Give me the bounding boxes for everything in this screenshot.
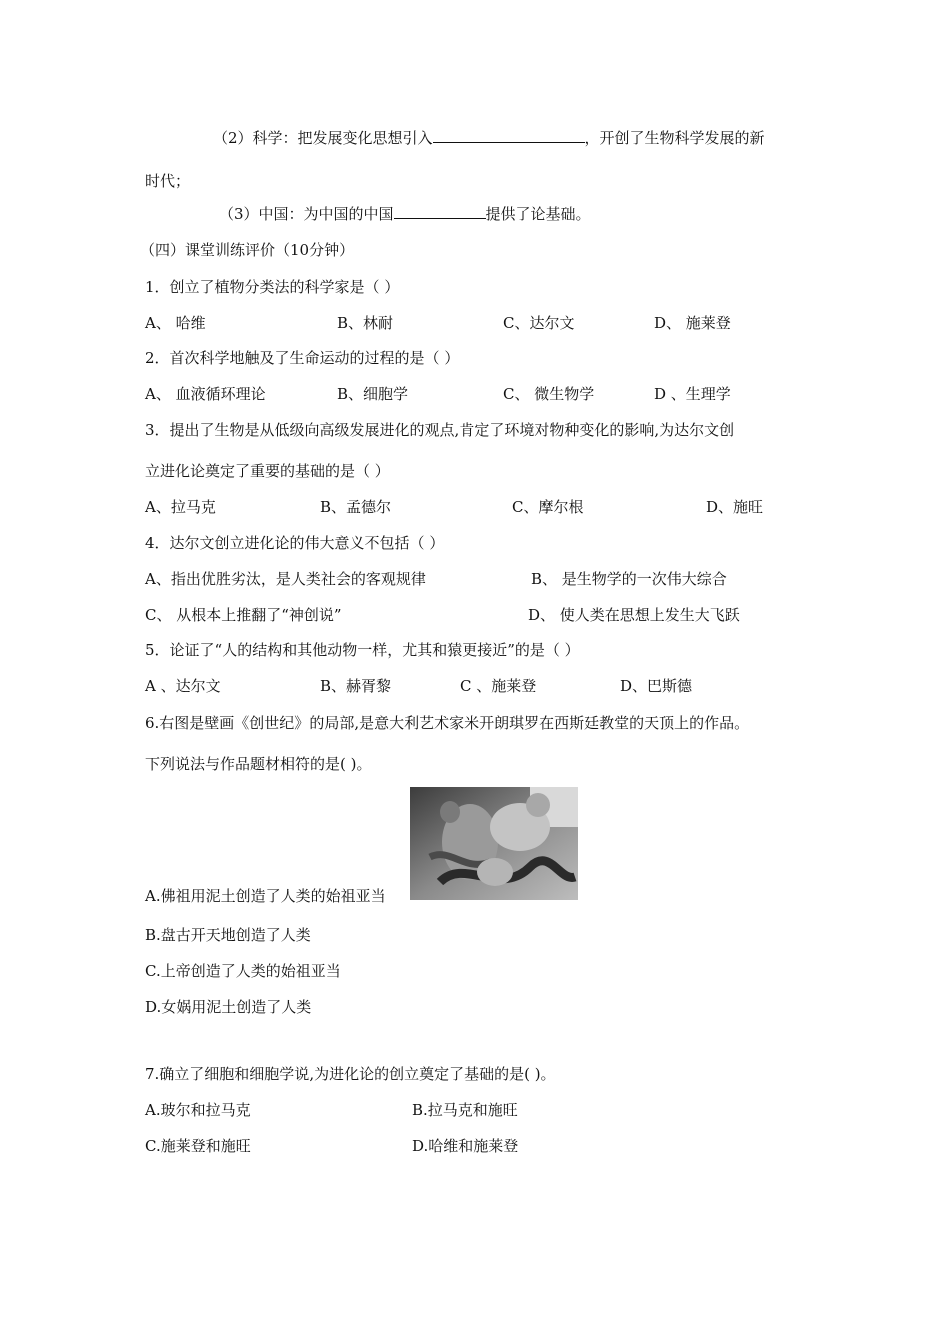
question-stem: 7.确立了细胞和细胞学说,为进化论的创立奠定了基础的是( )。: [145, 1065, 556, 1083]
option-c[interactable]: C.上帝创造了人类的始祖亚当: [145, 962, 341, 980]
option-b[interactable]: B.拉马克和施旺: [412, 1101, 518, 1119]
question-stem: 6.右图是壁画《创世纪》的局部,是意大利艺术家米开朗琪罗在西斯廷教堂的天顶上的作品。: [145, 714, 750, 732]
option-a[interactable]: A.佛祖用泥土创造了人类的始祖亚当: [145, 887, 386, 905]
china-text-post: 提供了论基础。: [485, 205, 591, 223]
question-stem: 5．论证了“人的结构和其他动物一样，尤其和猿更接近”的是（ ）: [145, 641, 580, 659]
section-title: （四）课堂训练评价（10分钟）: [140, 241, 355, 259]
option-d[interactable]: D、巴斯德: [620, 677, 693, 695]
china-text-pre: （3）中国：为中国的中国: [219, 205, 394, 223]
option-a[interactable]: A.玻尔和拉马克: [145, 1101, 251, 1119]
china-line: [219, 204, 591, 224]
science-text-pre: （2）科学：把发展变化思想引入: [213, 129, 433, 147]
option-a[interactable]: A、指出优胜劣汰，是人类社会的客观规律: [145, 570, 426, 588]
science-text-post: ，开创了生物科学发展的新: [584, 129, 765, 147]
option-a[interactable]: A、拉马克: [145, 498, 216, 516]
option-b[interactable]: B、 是生物学的一次伟大综合: [531, 570, 727, 588]
option-b[interactable]: B、细胞学: [337, 385, 409, 403]
fill-blank[interactable]: [433, 128, 585, 143]
option-a[interactable]: A、 血液循环理论: [145, 385, 266, 403]
question-stem: 4．达尔文创立进化论的伟大意义不包括（ ）: [145, 534, 445, 552]
option-c[interactable]: C、摩尔根: [512, 498, 584, 516]
option-d[interactable]: D、施旺: [706, 498, 764, 516]
option-d[interactable]: D.哈维和施莱登: [412, 1137, 519, 1155]
option-b[interactable]: B.盘古开天地创造了人类: [145, 926, 311, 944]
option-c[interactable]: C.施莱登和施旺: [145, 1137, 251, 1155]
question-stem-cont: 立进化论奠定了重要的基础的是（ ）: [145, 462, 390, 480]
option-a[interactable]: A 、达尔文: [145, 677, 221, 695]
option-b[interactable]: B、林耐: [337, 314, 394, 332]
option-d[interactable]: D.女娲用泥土创造了人类: [145, 998, 312, 1016]
option-c[interactable]: C、 微生物学: [503, 385, 595, 403]
fresco-illustration: [410, 787, 578, 900]
question-stem-cont: 下列说法与作品题材相符的是( )。: [145, 755, 372, 773]
option-d[interactable]: D、 施莱登: [654, 314, 731, 332]
science-line-cont: 时代；: [145, 172, 191, 190]
question-stem: 3．提出了生物是从低级向高级发展进化的观点,肯定了环境对物种变化的影响,为达尔文创: [145, 421, 735, 439]
option-c[interactable]: C 、施莱登: [460, 677, 537, 695]
option-b[interactable]: B、赫胥黎: [320, 677, 392, 695]
fill-blank[interactable]: [394, 204, 486, 219]
fresco-image: [410, 787, 578, 900]
question-stem: 2．首次科学地触及了生命运动的过程的是（ ）: [145, 349, 460, 367]
question-stem: 1．创立了植物分类法的科学家是（ ）: [145, 278, 400, 296]
science-line: [213, 128, 765, 148]
option-d[interactable]: D 、生理学: [654, 385, 731, 403]
option-c[interactable]: C、 从根本上推翻了“神创说”: [145, 606, 342, 624]
option-b[interactable]: B、孟德尔: [320, 498, 392, 516]
option-a[interactable]: A、 哈维: [145, 314, 206, 332]
option-c[interactable]: C、达尔文: [503, 314, 575, 332]
option-d[interactable]: D、 使人类在思想上发生大飞跃: [528, 606, 740, 624]
